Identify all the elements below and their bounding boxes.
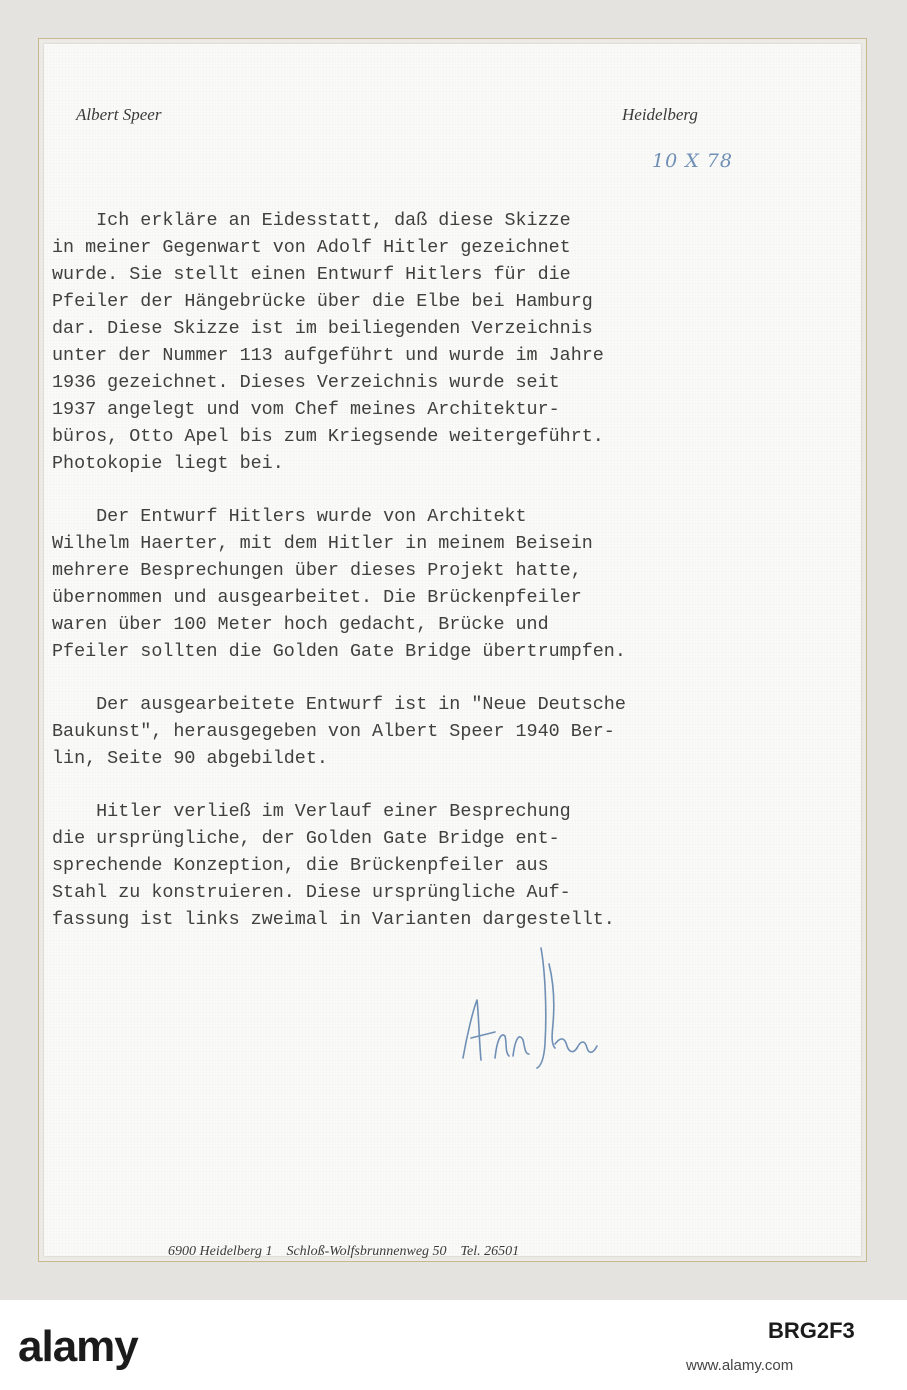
letter-line: lin, Seite 90 abgebildet.: [52, 748, 328, 769]
watermark-url: www.alamy.com: [686, 1357, 794, 1374]
letter-line: Ich erkläre an Eidesstatt, daß diese Skizze: [52, 210, 571, 231]
watermark-logo: alamy: [18, 1322, 138, 1371]
letter-line: die ursprüngliche, der Golden Gate Bridge ent-: [52, 828, 560, 849]
letter-line: Pfeiler der Hängebrücke über die Elbe bei Hamburg: [52, 291, 593, 312]
letter-line: Pfeiler sollten die Golden Gate Bridge übertrumpfen.: [52, 641, 626, 662]
letter-line: Wilhelm Haerter, mit dem Hitler in meinem Beisein: [52, 533, 593, 554]
letter-line: sprechende Konzeption, die Brückenpfeiler aus: [52, 855, 549, 876]
letterhead-city: Heidelberg: [622, 105, 698, 124]
letter-line: Photokopie liegt bei.: [52, 453, 284, 474]
letter-line: Baukunst", herausgegeben von Albert Speer 1940 Ber-: [52, 721, 615, 742]
letter-line: Stahl zu konstruieren. Diese ursprüngliche Auf-: [52, 882, 571, 903]
letter-line: fassung ist links zweimal in Varianten dargestellt.: [52, 909, 615, 930]
letterhead-footer-address: 6900 Heidelberg 1 Schloß-Wolfsbrunnenweg 50 Tel. 26501: [168, 1244, 520, 1259]
letter-line: dar. Diese Skizze ist im beiliegenden Verzeichnis: [52, 318, 593, 339]
letter-line: 1936 gezeichnet. Dieses Verzeichnis wurde seit: [52, 372, 560, 393]
letter-paragraph: [52, 503, 882, 665]
letterhead-sender: Albert Speer: [76, 105, 162, 124]
letter-line: wurde. Sie stellt einen Entwurf Hitlers für die: [52, 264, 571, 285]
letter-line: übernommen und ausgearbeitet. Die Brückenpfeiler: [52, 587, 582, 608]
letter-line: unter der Nummer 113 aufgeführt und wurde im Jahre: [52, 345, 604, 366]
letter-line: waren über 100 Meter hoch gedacht, Brücke und: [52, 614, 549, 635]
letter-line: büros, Otto Apel bis zum Kriegsende weitergeführt.: [52, 426, 604, 447]
letter-paragraph: [52, 691, 882, 772]
letter-line: Der ausgearbeitete Entwurf ist in "Neue Deutsche: [52, 694, 626, 715]
handwritten-signature: [455, 940, 615, 1080]
letter-paragraph: [52, 798, 882, 933]
letter-line: 1937 angelegt und vom Chef meines Architektur-: [52, 399, 560, 420]
letter-body: [52, 207, 882, 959]
watermark-image-id: BRG2F3: [768, 1318, 855, 1343]
handwritten-date: 10 X 78: [652, 150, 733, 172]
letter-line: Hitler verließ im Verlauf einer Besprechung: [52, 801, 571, 822]
letter-line: in meiner Gegenwart von Adolf Hitler gezeichnet: [52, 237, 571, 258]
letter-line: mehrere Besprechungen über dieses Projekt hatte,: [52, 560, 582, 581]
letter-line: Der Entwurf Hitlers wurde von Architekt: [52, 506, 527, 527]
letter-paragraph: [52, 207, 882, 477]
